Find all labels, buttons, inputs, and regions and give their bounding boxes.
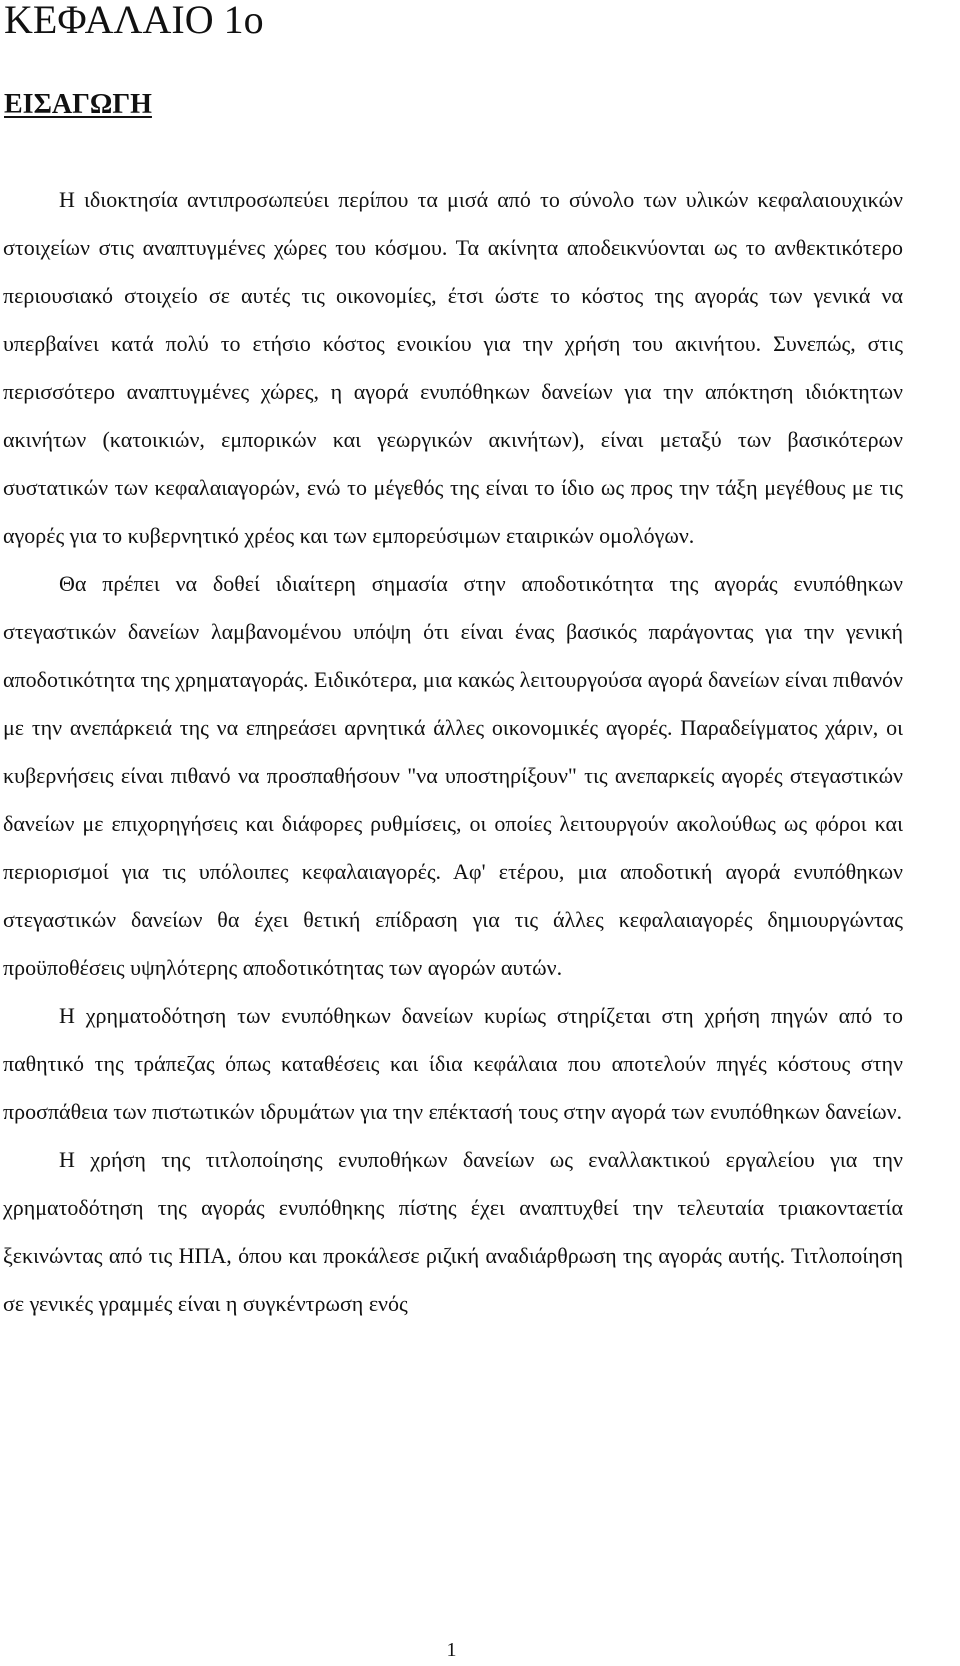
paragraph: Η ιδιοκτησία αντιπροσωπεύει περίπου τα μισά από το σύνολο των υλικών κεφαλαιουχικών στοιχείων στις αναπτυγμένες χώρες του κόσμου. Τα ακίνητα αποδεικνύονται ως το ανθεκτικότερο περιουσιακό στοιχείο σε αυτές τις οικονομίες, έτσι ώστε το κόστος της αγοράς των γενικά να υπερβαίνει κατά πολύ το ετήσιο κόστος ενοικίου για την χρήση του ακινήτου. Συνεπώς, στις περισσότερο αναπτυγμένες χώρες, η αγορά ενυπόθηκων δανείων για την απόκτηση ιδιόκτητων ακινήτων (κατοικιών, εμπορικών και γεωργικών ακινήτων), είναι μεταξύ των βασικότερων συστατικών των κεφαλαιαγορών, ενώ το μέγεθός της είναι το ίδιο ως προς την τάξη μεγέθους με τις αγορές για το κυβερνητικό χρέος και των εμπορεύσιμων εταιρικών ομολόγων. xyxy=(3,187,903,548)
section-heading: ΕΙΣΑΓΩΓΗ xyxy=(4,89,152,120)
paragraph: Θα πρέπει να δοθεί ιδιαίτερη σημασία στην αποδοτικότητα της αγοράς ενυπόθηκων στεγαστικών δανείων λαμβανομένου υπόψη ότι είναι ένας βασικός παράγοντας για την γενική αποδοτικότητα της χρηματαγοράς. Ειδικότερα, μια κακώς λειτουργούσα αγορά δανείων είναι πιθανόν με την ανεπάρκειά της να επηρεάσει αρνητικά άλλες οικονομικές αγορές. Παραδείγματος χάριν, οι κυβερνήσεις είναι πιθανό να προσπαθήσουν "να υποστηρίξουν" τις ανεπαρκείς αγορές στεγαστικών δανείων με επιχορηγήσεις και διάφορες ρυθμίσεις, οι οποίες λειτουργούν ακολούθως ως φόροι και περιορισμοί για τις υπόλοιπες κεφαλαιαγορές. Αφ' ετέρου, μια αποδοτική αγορά ενυπόθηκων στεγαστικών δανείων θα έχει θετική επίδραση για τις άλλες κεφαλαιαγορές δημιουργώντας προϋποθέσεις υψηλότερης αποδοτικότητας των αγορών αυτών. xyxy=(3,571,903,980)
paragraph: Η χρήση της τιτλοποίησης ενυποθήκων δανείων ως εναλλακτικού εργαλείου για την χρηματοδότηση της αγοράς ενυπόθηκης πίστης έχει αναπτυχθεί την τελευταία τριακονταετία ξεκινώντας από τις ΗΠΑ, όπου και προκάλεσε ριζική αναδιάρθρωση της αγοράς αυτής. Τιτλοποίηση σε γενικές γραμμές είναι η συγκέντρωση ενός xyxy=(3,1147,903,1316)
body-text xyxy=(3,176,903,1328)
page-number: 1 xyxy=(446,1639,457,1661)
chapter-title: ΚΕΦΑΛΑΙΟ 1ο xyxy=(4,0,264,42)
paragraph: Η χρηματοδότηση των ενυπόθηκων δανείων κυρίως στηρίζεται στη χρήση πηγών από το παθητικό της τράπεζας όπως καταθέσεις και ίδια κεφάλαια που αποτελούν πηγές κόστους στην προσπάθεια των πιστωτικών ιδρυμάτων για την επέκτασή τους στην αγορά των ενυπόθηκων δανείων. xyxy=(3,1003,903,1124)
